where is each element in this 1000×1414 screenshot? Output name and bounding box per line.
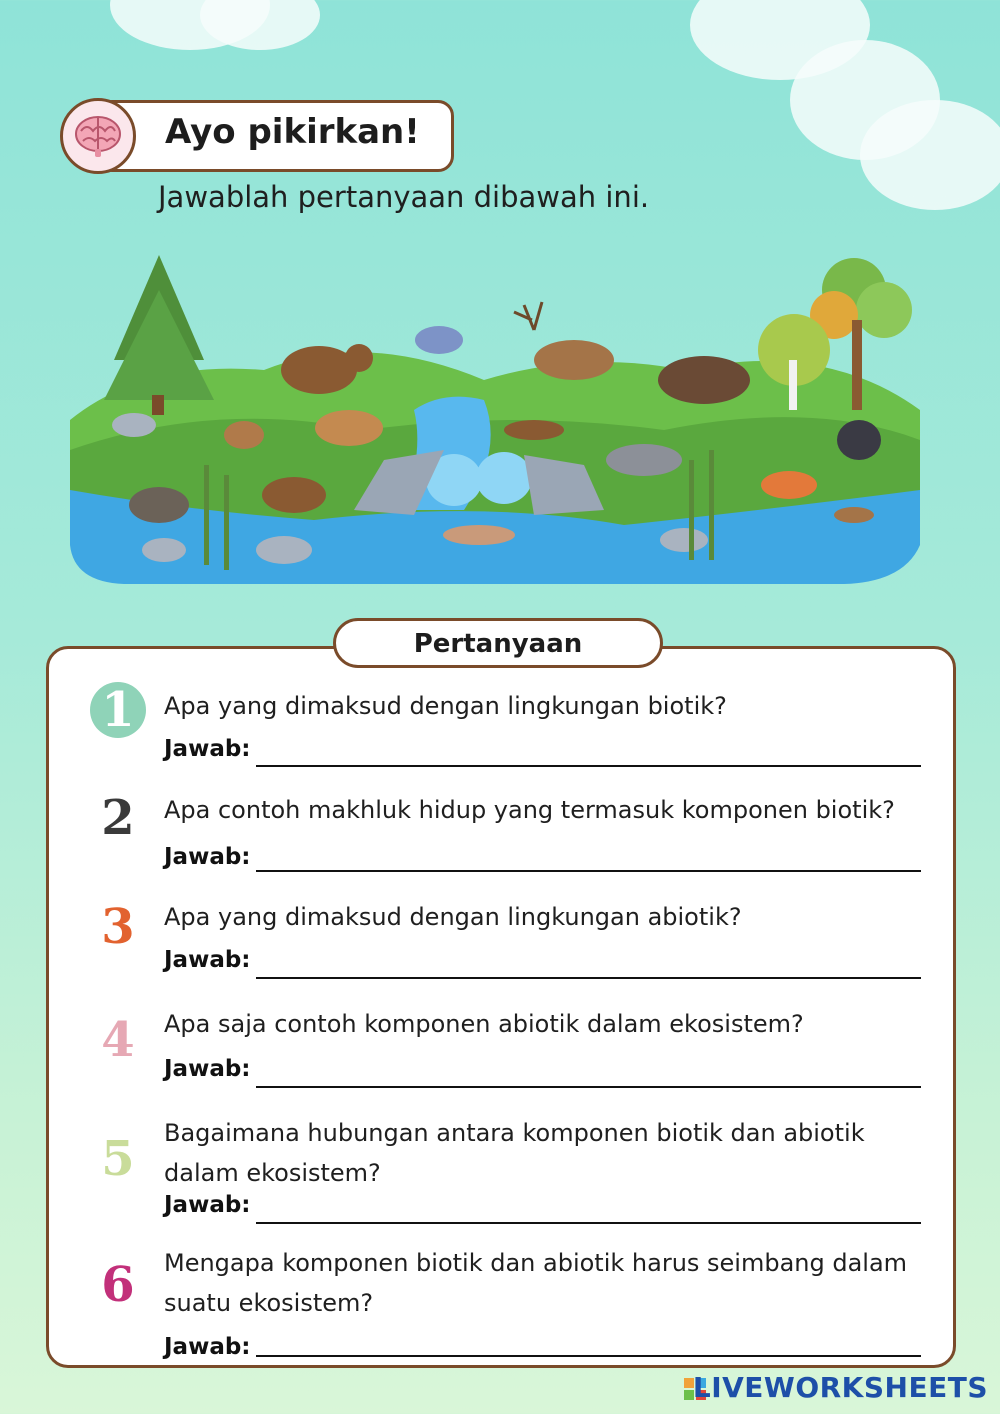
number-badge: 3: [101, 899, 135, 955]
answer-label: Jawab:: [164, 947, 251, 973]
number-badge: 4: [101, 1012, 135, 1068]
number-badge: 2: [101, 790, 135, 846]
answer-field[interactable]: [256, 1222, 921, 1224]
number-badge: 6: [101, 1257, 135, 1313]
page-title: Ayo pikirkan!: [165, 112, 420, 152]
answer-label: Jawab:: [164, 1334, 251, 1360]
question-item: [90, 1113, 930, 1223]
question-text: Apa yang dimaksud dengan lingkungan abiotik?: [164, 903, 742, 931]
instruction-text: Jawablah pertanyaan dibawah ini.: [158, 180, 650, 214]
question-item: [90, 895, 930, 985]
ecosystem-scene-illustration: [64, 250, 926, 590]
question-text: Apa contoh makhluk hidup yang termasuk komponen biotik?: [164, 796, 895, 824]
section-header: [60, 98, 452, 170]
answer-field[interactable]: [256, 1086, 921, 1088]
question-text: Apa yang dimaksud dengan lingkungan biotik?: [164, 692, 727, 720]
number-badge: 1: [90, 682, 146, 738]
answer-label: Jawab:: [164, 736, 251, 762]
question-text: Bagaimana hubungan antara komponen biotik dan abiotik dalam ekosistem?: [164, 1119, 865, 1187]
answer-field[interactable]: [256, 765, 921, 767]
answer-field[interactable]: [256, 977, 921, 979]
answer-label: Jawab:: [164, 1056, 251, 1082]
cloud-decoration: [860, 100, 1000, 210]
number-badge: 5: [101, 1131, 135, 1187]
questions-title: Pertanyaan: [333, 618, 663, 668]
footer-brand[interactable]: LIVEWORKSHEETS: [692, 1371, 988, 1404]
question-item: [90, 1004, 930, 1094]
answer-label: Jawab:: [164, 844, 251, 870]
question-text: Mengapa komponen biotik dan abiotik harus seimbang dalam suatu ekosistem?: [164, 1249, 908, 1317]
brain-icon: [60, 98, 136, 174]
answer-field[interactable]: [256, 870, 921, 872]
question-text: Apa saja contoh komponen abiotik dalam ekosistem?: [164, 1010, 804, 1038]
answer-field[interactable]: [256, 1355, 921, 1357]
answer-label: Jawab:: [164, 1192, 251, 1218]
question-item: [90, 786, 930, 876]
question-item: [90, 682, 930, 772]
question-item: [90, 1243, 930, 1358]
